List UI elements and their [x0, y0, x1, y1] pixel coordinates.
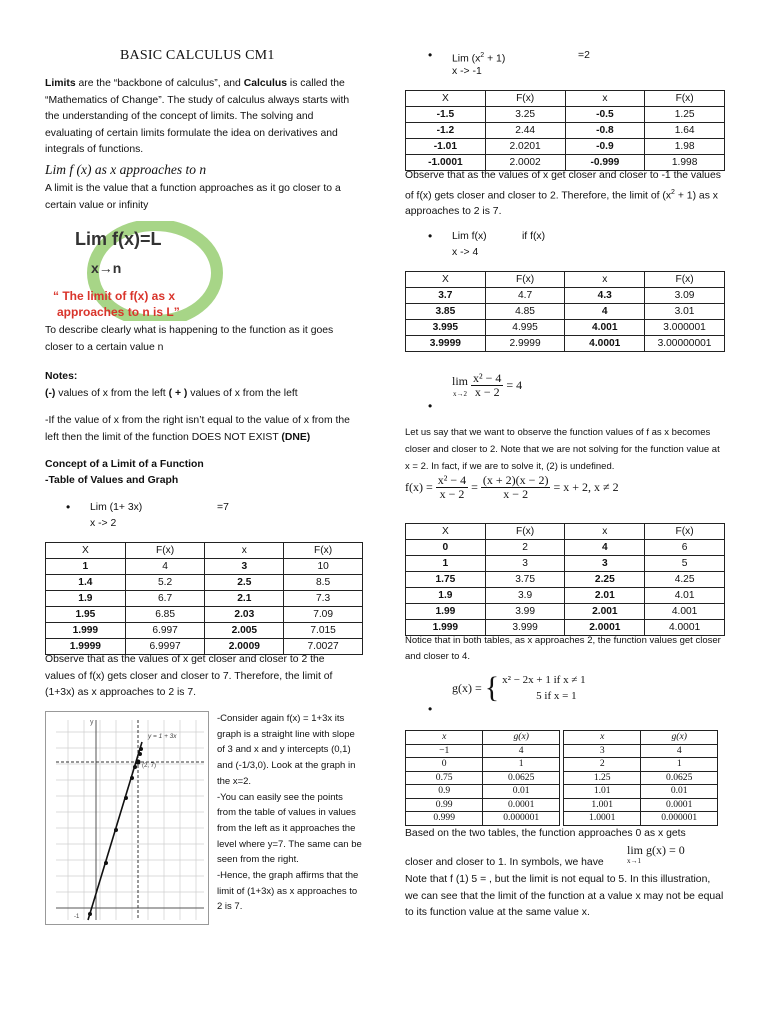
table-cell: 3.9 — [485, 588, 565, 604]
table-row — [406, 812, 560, 826]
notes-heading: Notes: — [45, 371, 78, 382]
table-cell: 3 — [205, 559, 284, 575]
table-row — [406, 572, 725, 588]
table-cell: 0 — [406, 540, 486, 556]
point-label: (2, 7) — [142, 763, 157, 769]
limit-quote-line1: “ The limit of f(x) as x — [53, 289, 176, 303]
table-cell: 3.25 — [485, 107, 565, 123]
table-row — [406, 288, 725, 304]
table-row — [406, 107, 725, 123]
example2-observation: Observe that as the values of x get closer and closer to -1 the values of f(x) gets closer and closer to 2. Therefore, the limit of $(x^2 + 1)$ as x approaches to 2 is 7. — [405, 170, 721, 218]
table-header-cell: F(x) — [485, 524, 565, 540]
example5-text2: closer and closer to 1. In symbols, we have — [405, 857, 604, 868]
bullet-icon: • — [66, 500, 71, 514]
table-cell: 3.99 — [485, 604, 565, 620]
piecewise-formula: g(x) = { x² − 2x + 1 if x ≠ 1 5 if x = 1 — [452, 671, 586, 704]
table-cell: 4.0001 — [645, 620, 725, 636]
table-header-cell: F(x) — [645, 272, 725, 288]
table-header-cell: X — [406, 272, 486, 288]
table-cell: 0.0625 — [641, 771, 718, 785]
table-cell: 2.5 — [205, 575, 284, 591]
notes-directions: (-) values of x from the left ( + ) values of x from the left — [45, 388, 298, 399]
example3-approach: x -> 4 — [452, 247, 479, 258]
table-cell: -0.8 — [565, 123, 645, 139]
table-row — [564, 771, 718, 785]
table-cell: 1.9 — [406, 588, 486, 604]
table-row — [406, 540, 725, 556]
table-cell: 1.98 — [645, 139, 725, 155]
table-header-row — [406, 731, 560, 745]
y-axis-label: y — [90, 719, 94, 726]
table-row — [564, 785, 718, 799]
table-row — [46, 575, 363, 591]
table-header-row — [406, 524, 725, 540]
table-header-cell: X — [406, 91, 486, 107]
table-row — [406, 304, 725, 320]
table-cell: 0.999 — [406, 812, 483, 826]
table-cell: 0.01 — [483, 785, 560, 799]
table-row — [406, 139, 725, 155]
table-row — [46, 607, 363, 623]
example5-table-left — [405, 730, 560, 826]
table-cell: 6.997 — [125, 623, 205, 639]
table-cell: 1.25 — [645, 107, 725, 123]
table-header-cell: X — [46, 543, 126, 559]
table-row — [46, 559, 363, 575]
table-cell: 3.7 — [406, 288, 486, 304]
example5-text1: Based on the two tables, the function approaches 0 as x gets — [405, 828, 686, 839]
table-cell: 4.01 — [645, 588, 725, 604]
table-cell: 2 — [564, 758, 641, 772]
limit-illustration — [45, 221, 225, 321]
table-header-cell: F(x) — [645, 524, 725, 540]
table-cell: 2 — [485, 540, 565, 556]
example1-approach: x -> 2 — [90, 518, 117, 529]
intro-paragraph: Limits are the “backbone of calculus”, and Calculus is called the “Mathematics of Change”. The study of calculus always starts with the understanding of the concept of limits. The solving and evaluating of certain limits formulate the idea on derivatives and integrals of functions. — [45, 78, 350, 155]
example1-table — [45, 542, 363, 655]
green-circle-graphic — [45, 221, 225, 321]
limit-definition: A limit is the value that a function approaches as it go closer to a certain value or infinity — [45, 183, 341, 211]
table-cell: 0.000001 — [641, 812, 718, 826]
table-header-cell: x — [406, 731, 483, 745]
example1-eq: =7 — [217, 502, 229, 513]
table-cell: 4.25 — [645, 572, 725, 588]
table-cell: -1.2 — [406, 123, 486, 139]
table-cell: 4.3 — [565, 288, 645, 304]
table-cell: 4.001 — [645, 604, 725, 620]
table-header-cell: F(x) — [284, 543, 363, 559]
table-cell: 1.999 — [46, 623, 126, 639]
table-header-cell: F(x) — [485, 91, 565, 107]
table-row — [406, 604, 725, 620]
table-cell: 1.0001 — [564, 812, 641, 826]
table-cell: 7.0027 — [284, 639, 363, 655]
table-cell: 0.99 — [406, 798, 483, 812]
table-cell: -1.01 — [406, 139, 486, 155]
table-row — [564, 812, 718, 826]
table-cell: 3.000001 — [645, 320, 725, 336]
table-header-cell: g(x) — [641, 731, 718, 745]
table-row — [406, 798, 560, 812]
table-cell: 1.25 — [564, 771, 641, 785]
table-cell: 4.7 — [485, 288, 565, 304]
table-cell: 2.005 — [205, 623, 284, 639]
table-cell: -1.5 — [406, 107, 486, 123]
table-cell: 4 — [483, 744, 560, 758]
table-cell: 1.95 — [46, 607, 126, 623]
table-cell: 1.998 — [645, 155, 725, 171]
page-title: BASIC CALCULUS CM1 — [120, 48, 275, 63]
table-cell: 7.09 — [284, 607, 363, 623]
table-header-row — [406, 91, 725, 107]
table-cell: 6.7 — [125, 591, 205, 607]
table-cell: 4.995 — [485, 320, 565, 336]
table-cell: 0.0001 — [641, 798, 718, 812]
table-header-cell: x — [205, 543, 284, 559]
table-cell: 2.0201 — [485, 139, 565, 155]
table-row — [406, 123, 725, 139]
example1-lim: Lim (1+ 3x) — [90, 502, 143, 513]
table-cell: 1 — [46, 559, 126, 575]
table-header-cell: F(x) — [485, 272, 565, 288]
table-cell: 0.01 — [641, 785, 718, 799]
notes-dne: -If the value of x from the right isn’t equal to the value of x from the left then the limit of the function DOES NOT EXIST (DNE) — [45, 415, 350, 443]
table-cell: 3.00000001 — [645, 336, 725, 352]
table-cell: 0 — [406, 758, 483, 772]
limit-g-formula: lim g(x) = 0 x→1 — [627, 843, 685, 865]
concept-subheading: -Table of Values and Graph — [45, 475, 179, 486]
table-cell: 2.03 — [205, 607, 284, 623]
example2-approach: x -> -1 — [452, 66, 482, 77]
table-cell: 7.015 — [284, 623, 363, 639]
table-header-row — [406, 272, 725, 288]
table-cell: −1 — [406, 744, 483, 758]
table-cell: 1.99 — [406, 604, 486, 620]
table-cell: 6 — [645, 540, 725, 556]
describe-text: To describe clearly what is happening to the function as it goes closer to a certain value n — [45, 325, 334, 353]
table-cell: 2.0009 — [205, 639, 284, 655]
table-header-cell: x — [565, 272, 645, 288]
table-row — [406, 758, 560, 772]
table-cell: 1 — [641, 758, 718, 772]
example5-table-right — [563, 730, 718, 826]
table-cell: 6.85 — [125, 607, 205, 623]
table-cell: 10 — [284, 559, 363, 575]
line-graph — [45, 711, 209, 925]
table-cell: 0.9 — [406, 785, 483, 799]
table-cell: 2.1 — [205, 591, 284, 607]
bullet-icon: • — [428, 702, 433, 716]
factor-formula: f(x) = $\frac{\text{x² − 4}}{x - 2}$ = $\frac{(x + 2)(x - 2)}{x - 2}$ = x + 2, x ≠ 2 — [405, 473, 619, 501]
bullet-icon: • — [428, 399, 433, 413]
table-header-row — [564, 731, 718, 745]
example5-text3: Note that f (1) 5 = , but the limit is not equal to 5. In this illustration, we can see that the limit of the function at a value x may not be equal to its function value at the same value x. — [405, 874, 724, 918]
table-cell: 3 — [564, 744, 641, 758]
table-cell: 1.9999 — [46, 639, 126, 655]
table-cell: 2.001 — [565, 604, 645, 620]
table-cell: 4 — [125, 559, 205, 575]
table-row — [564, 798, 718, 812]
limit-quote-line2: approaches to n is L” — [57, 305, 180, 319]
table-cell: 6.9997 — [125, 639, 205, 655]
table-cell: 3 — [485, 556, 565, 572]
table-cell: 2.25 — [565, 572, 645, 588]
example4-notice: Notice that in both tables, as x approaches 2, the function values get closer and closer to 4. — [405, 635, 721, 662]
table-cell: 1.64 — [645, 123, 725, 139]
table-cell: 1 — [406, 556, 486, 572]
table-cell: -0.5 — [565, 107, 645, 123]
table-cell: 2.01 — [565, 588, 645, 604]
table-cell: 3.999 — [485, 620, 565, 636]
table-cell: 4 — [565, 304, 645, 320]
table-cell: 8.5 — [284, 575, 363, 591]
table-cell: 1 — [483, 758, 560, 772]
table-cell: 3.85 — [406, 304, 486, 320]
table-cell: -0.9 — [565, 139, 645, 155]
table-header-cell: X — [406, 524, 486, 540]
example2-lim: Lim $(x^2 + 1)$ — [452, 52, 506, 65]
table-cell: 2.44 — [485, 123, 565, 139]
example4-table — [405, 523, 725, 636]
table-cell: 4 — [641, 744, 718, 758]
table-cell: 1.001 — [564, 798, 641, 812]
table-cell: 3.01 — [645, 304, 725, 320]
table-cell: 1.75 — [406, 572, 486, 588]
table-header-cell: x — [564, 731, 641, 745]
table-row — [406, 771, 560, 785]
table-cell: 2.0001 — [565, 620, 645, 636]
limit-heading: Lim f (x) as x approaches to n — [45, 162, 207, 177]
table-cell: 0.0625 — [483, 771, 560, 785]
table-cell: 3.75 — [485, 572, 565, 588]
table-row — [564, 744, 718, 758]
bullet-icon: • — [428, 229, 433, 243]
example3-if: if f(x) — [522, 231, 546, 242]
table-row — [406, 744, 560, 758]
table-row — [406, 320, 725, 336]
table-cell: 5 — [645, 556, 725, 572]
origin-label: -1 — [74, 914, 80, 920]
table-header-cell: x — [565, 91, 645, 107]
table-row — [406, 785, 560, 799]
table-cell: 3.09 — [645, 288, 725, 304]
table-cell: 4.85 — [485, 304, 565, 320]
table-cell: 2.0002 — [485, 155, 565, 171]
table-row — [406, 556, 725, 572]
table-cell: -1.0001 — [406, 155, 486, 171]
table-cell: 7.3 — [284, 591, 363, 607]
limit-formula: lim x→2 $\frac{\text{x² − 4}}{x - 2}$ = 4 — [452, 371, 523, 399]
table-cell: 3.995 — [406, 320, 486, 336]
table-cell: 1.9 — [46, 591, 126, 607]
limit-formula-text: Lim f(x)=L — [75, 229, 162, 249]
table-cell: 4 — [565, 540, 645, 556]
limit-approach-text: x→n — [91, 260, 122, 276]
example3-table — [405, 271, 725, 352]
table-header-row — [46, 543, 363, 559]
table-cell: 3 — [565, 556, 645, 572]
example3-lim: Lim f(x) — [452, 231, 487, 242]
table-cell: 1.999 — [406, 620, 486, 636]
table-row — [564, 758, 718, 772]
example2-table — [405, 90, 725, 171]
table-cell: 4.0001 — [565, 336, 645, 352]
table-row — [46, 623, 363, 639]
table-row — [46, 591, 363, 607]
table-cell: 5.2 — [125, 575, 205, 591]
table-header-cell: x — [565, 524, 645, 540]
example2-eq: =2 — [578, 50, 590, 61]
table-cell: -0.999 — [565, 155, 645, 171]
table-cell: 0.0001 — [483, 798, 560, 812]
bullet-icon: • — [428, 48, 433, 62]
graph-explanation: -Consider again f(x) = 1+3x its graph is a straight line with slope of 3 and x and y intercepts (0,1) and (-1/3,0). Look at the graph in the x=2. -You can easily see the points from the table of values in values from the left as it approaches the level where y=7. The same can be seen from the right. -Hence, the graph affirms that the limit of (1+3x) as x approaches to 2 is 7. — [217, 713, 362, 913]
concept-heading: Concept of a Limit of a Function — [45, 459, 204, 470]
table-cell: 2.9999 — [485, 336, 565, 352]
line-equation-label: y = 1 + 3x — [148, 733, 177, 740]
table-cell: 0.000001 — [483, 812, 560, 826]
table-cell: 1.4 — [46, 575, 126, 591]
example1-observation: Observe that as the values of x get closer and closer to 2 the values of f(x) gets closer and closer to 7. Therefore, the limit of (1+3x) as x approaches to 2 is 7. — [45, 654, 333, 698]
table-header-cell: F(x) — [645, 91, 725, 107]
table-cell: 3.9999 — [406, 336, 486, 352]
table-row — [406, 336, 725, 352]
table-cell: 1.01 — [564, 785, 641, 799]
table-cell: 4.001 — [565, 320, 645, 336]
table-row — [406, 588, 725, 604]
table-header-cell: g(x) — [483, 731, 560, 745]
table-cell: 0.75 — [406, 771, 483, 785]
example4-text: Let us say that we want to observe the function values of f as x becomes closer and closer to 2. Note that we are not solving for the function value at x = 2. In fact, if we are to solve it, (2) is undefined. — [405, 427, 720, 472]
table-header-cell: F(x) — [125, 543, 205, 559]
